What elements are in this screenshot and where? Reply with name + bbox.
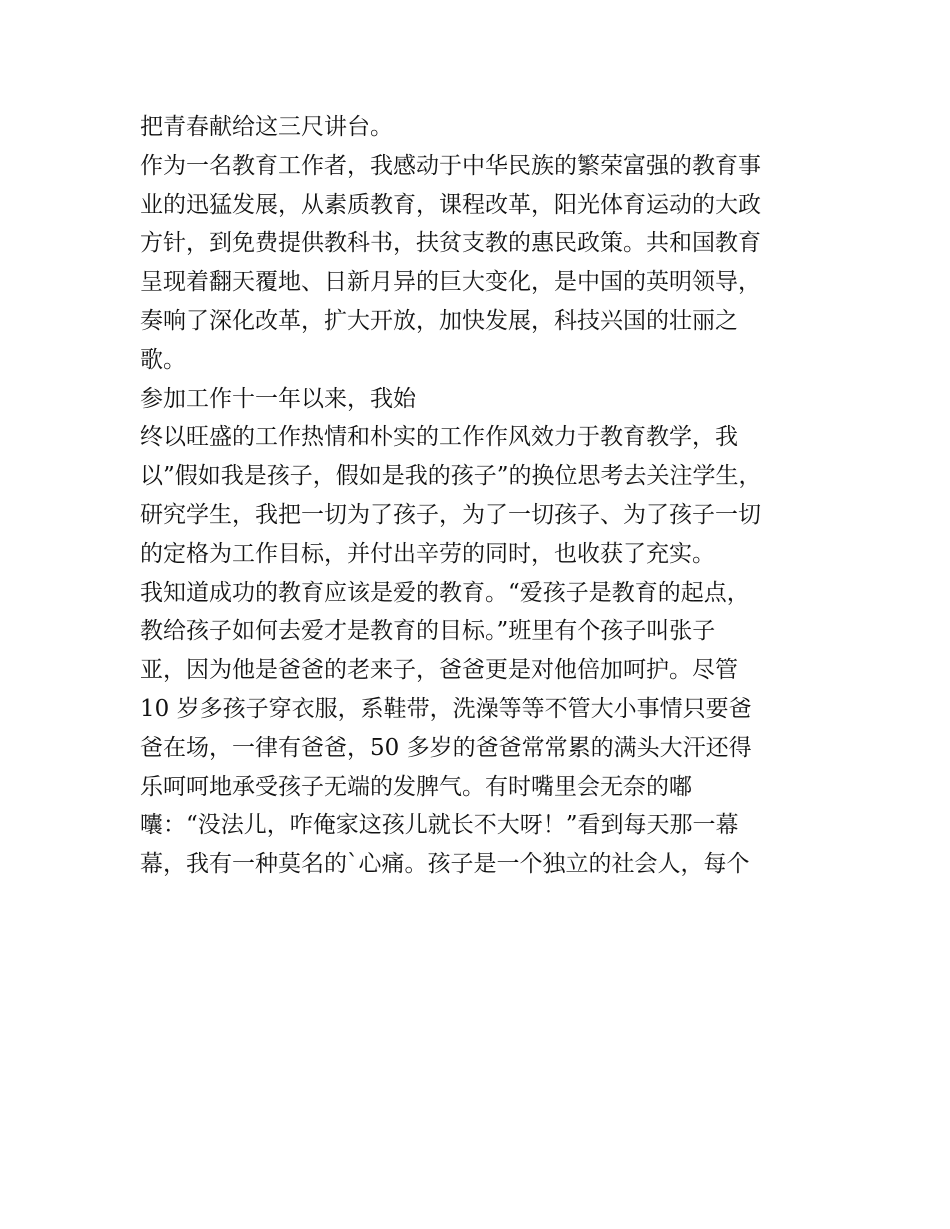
- text-line: 业的迅猛发展，从素质教育，课程改革，阳光体育运动的大政: [140, 191, 761, 218]
- text-line: 终以旺盛的工作热情和朴实的工作作风效力于教育教学，我: [140, 424, 738, 451]
- text-line: 研究学生，我把一切为了孩子，为了一切孩子、为了孩子一切: [140, 501, 761, 528]
- text-line: 10 岁多孩子穿衣服，系鞋带，洗澡等等不管大小事情只要爸: [140, 695, 752, 722]
- text-line: 亚，因为他是爸爸的老来子，爸爸更是对他倍加呵护。尽管: [140, 657, 738, 684]
- text-line: 以”假如我是孩子，假如是我的孩子”的换位思考去关注学生，: [140, 463, 762, 490]
- text-line: 呈现着翻天覆地、日新月异的巨大变化，是中国的英明领导，: [140, 269, 761, 296]
- text-line: 我知道成功的教育应该是爱的教育。“爱孩子是教育的起点，: [140, 579, 750, 606]
- text-line: 歌。: [140, 346, 186, 373]
- text-line: 爸在场，一律有爸爸，50 多岁的爸爸常常累的满头大汗还得: [140, 734, 752, 761]
- document-body: [140, 108, 830, 884]
- text-line: 奏响了深化改革，扩大开放，加快发展，科技兴国的壮丽之: [140, 307, 738, 334]
- text-line: 方针，到免费提供教科书，扶贫支教的惠民政策。共和国教育: [140, 230, 761, 257]
- text-line: 囔：“没法儿，咋俺家这孩儿就长不大呀！”看到每天那一幕: [140, 812, 739, 839]
- text-line: 教给孩子如何去爱才是教育的目标。”班里有个孩子叫张子: [140, 618, 716, 645]
- text-line: 幕，我有一种莫名的`心痛。孩子是一个独立的社会人，每个: [140, 851, 750, 878]
- text-line: 作为一名教育工作者，我感动于中华民族的繁荣富强的教育事: [140, 152, 761, 179]
- text-line: 把青春献给这三尺讲台。: [140, 114, 393, 140]
- text-line: 乐呵呵地承受孩子无端的发脾气。有时嘴里会无奈的嘟: [140, 773, 692, 800]
- text-line: 的定格为工作目标，并付出辛劳的同时，也收获了充实。: [140, 540, 715, 567]
- text-line: 参加工作十一年以来，我始: [140, 385, 416, 412]
